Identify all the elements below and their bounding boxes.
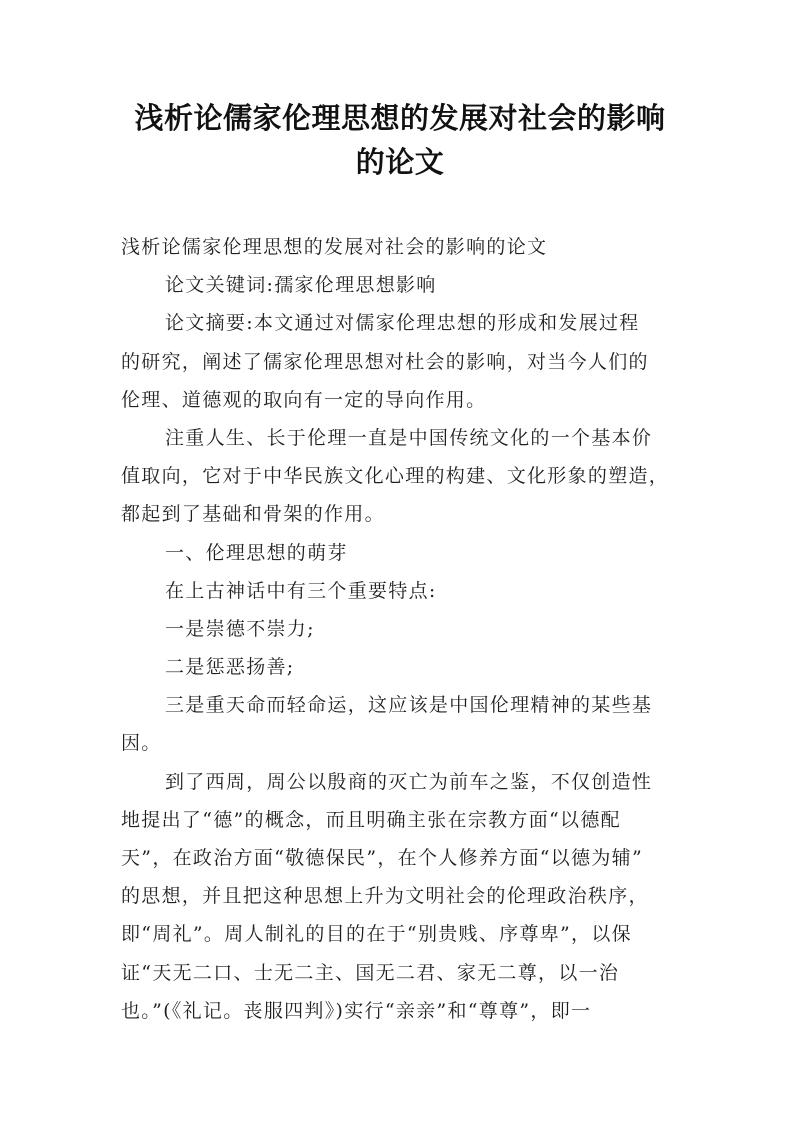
body-line: 一、伦理思想的萌芽 — [165, 541, 348, 564]
document-title — [100, 96, 700, 184]
body-line: 地提出了“德”的概念，而且明确主张在宗教方面“以德配 — [121, 808, 621, 831]
body-line: 因。 — [121, 732, 162, 755]
body-line: 论文关键词:孺家伦理思想影响 — [165, 274, 437, 297]
body-line: 浅析论儒家伦理思想的发展对社会的影响的论文 — [121, 236, 548, 258]
body-line: 一是崇德不崇力; — [165, 617, 315, 640]
body-line: 二是惩恶扬善; — [165, 656, 295, 679]
body-line: 伦理、道德观的取向有一定的导向作用。 — [121, 388, 487, 411]
title-line-1: 浅析论儒家伦理思想的发展对社会的影响 — [134, 101, 666, 135]
document-body — [121, 228, 681, 1030]
body-line: 在上古神话中有三个重要特点: — [165, 579, 437, 602]
body-line: 也。”(《礼记。丧服四判》)实行“亲亲”和“尊尊”，即一 — [121, 999, 592, 1022]
body-line: 证“天无二口、士无二主、国无二君、家无二尊，以一治 — [121, 961, 620, 984]
body-line: 三是重天命而轻命运，这应该是中国伦理精神的某些基 — [165, 694, 653, 717]
body-line: 到了西周，周公以殷商的灭亡为前车之鉴，不仅创造性 — [165, 770, 653, 793]
body-line: 论文摘要:本文通过对儒家伦理忠想的形成和发展过程 — [165, 312, 640, 335]
title-line-2: 的论文 — [355, 145, 445, 179]
body-line: 都起到了基础和骨架的作用。 — [121, 503, 385, 526]
body-line: 天”，在政治方面“敬德保民”，在个人修养方面“以德为辅” — [121, 847, 643, 869]
body-line: 的思想，并且把这种思想上升为文明社会的伦理政治秩序， — [121, 885, 649, 908]
body-line: 值取向，它对于中华民族文化心理的构建、文化形象的塑造， — [121, 465, 670, 488]
body-line: 的研究，阐述了儒家伦理思想对杜会的影响，对当今人们的 — [121, 350, 649, 373]
body-line: 注重人生、长于伦理一直是中国传统文化的一个基本价 — [165, 426, 653, 449]
body-line: 即“周礼”。周人制礼的目的在于“别贵贱、序尊卑”，以保 — [121, 923, 632, 946]
